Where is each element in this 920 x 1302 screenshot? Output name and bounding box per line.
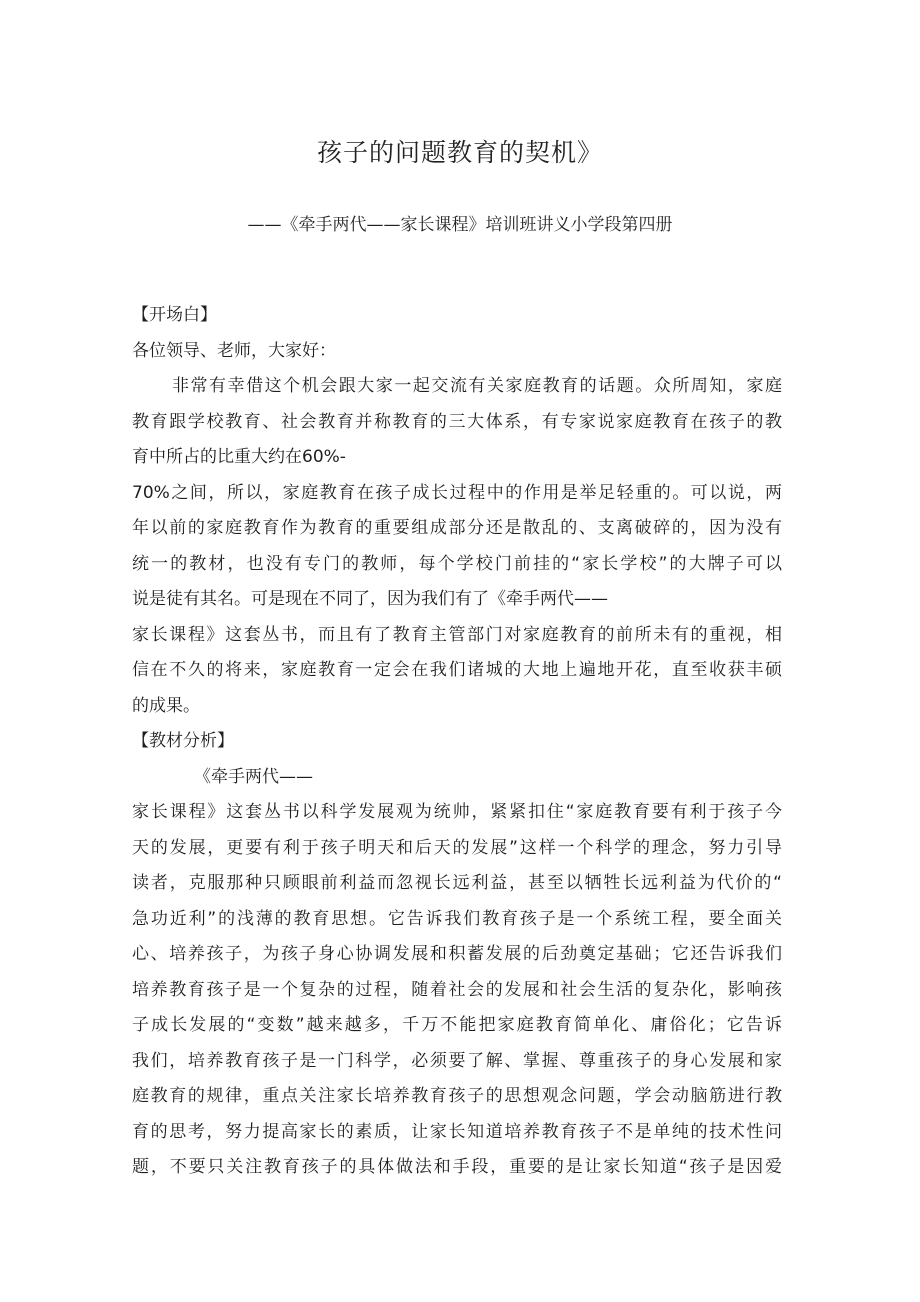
section-heading-opening: 【开场白】 [132,305,217,325]
paragraph-line: 统一的教材，也没有专门的教师，每个学校门前挂的“家长学校”的大牌子可以 [132,553,782,574]
paragraph-line: 的成果。 [132,695,200,716]
paragraph-line: 育中所占的比重大约在60%- [132,447,346,467]
paragraph-line: 家长课程》这套丛书以科学发展观为统帅，紧紧扣住“家庭教育要有利于孩子今 [132,802,782,822]
paragraph-line: 育的思考，努力提高家长的素质，让家长知道培养教育孩子不是单纯的技术性问 [132,1121,782,1142]
paragraph-line: 心、培养孩子，为孩子身心协调发展和积蓄发展的后劲奠定基础；它还告诉我们 [132,944,782,964]
paragraph-line: 子成长发展的“变数”越来越多，千万不能把家庭教育简单化、庸俗化；它告诉 [132,1015,782,1035]
paragraph-line: 天的发展，更要有利于孩子明天和后天的发展”这样一个科学的理念，努力引导 [132,837,782,858]
paragraph-line: 庭教育的规律，重点关注家长培养教育孩子的思想观念问题，学会动脑筋进行教 [132,1086,782,1106]
paragraph-line: 说是徒有其名。可是现在不同了，因为我们有了《牵手两代—— [132,589,608,609]
section-heading-analysis: 【教材分析】 [132,731,234,751]
paragraph-line: 家长课程》这套丛书，而且有了教育主管部门对家庭教育的前所未有的重视，相 [132,624,782,645]
document-title: 孩子的问题教育的契机》 [316,138,603,167]
paragraph-line: 我们，培养教育孩子是一门科学，必须要了解、掌握、尊重孩子的身心发展和家 [132,1050,782,1071]
paragraph-line: 题，不要只关注教育孩子的具体做法和手段，重要的是让家长知道“孩子是因爱 [132,1157,782,1177]
paragraph-line: 《牵手两代—— [194,766,313,787]
paragraph-line: 读者，克服那种只顾眼前利益而忽视长远利益，甚至以牺牲长远利益为代价的“ [132,873,782,893]
paragraph-line: 培养教育孩子是一个复杂的过程，随着社会的发展和社会生活的复杂化，影响孩 [132,979,782,1000]
document-subtitle: ——《牵手两代——家长课程》培训班讲义小学段第四册 [247,215,673,235]
paragraph-line: 急功近利”的浅薄的教育思想。它告诉我们教育孩子是一个系统工程，要全面关 [132,908,782,929]
paragraph-line: 信在不久的将来，家庭教育一定会在我们诸城的大地上遍地开花，直至收获丰硕 [132,660,782,680]
paragraph-line: 非常有幸借这个机会跟大家一起交流有关家庭教育的话题。众所周知，家庭 [172,376,782,396]
paragraph-line: 教育跟学校教育、社会教育并称教育的三大体系，有专家说家庭教育在孩子的教 [132,411,782,432]
document-body [132,298,782,1186]
paragraph-line: 年以前的家庭教育作为教育的重要组成部分还是散乱的、支离破碎的，因为没有 [132,518,782,538]
paragraph-line: 70%之间，所以，家庭教育在孩子成长过程中的作用是举足轻重的。可以说，两 [132,482,782,503]
greeting-line: 各位领导、老师，大家好： [132,340,336,361]
